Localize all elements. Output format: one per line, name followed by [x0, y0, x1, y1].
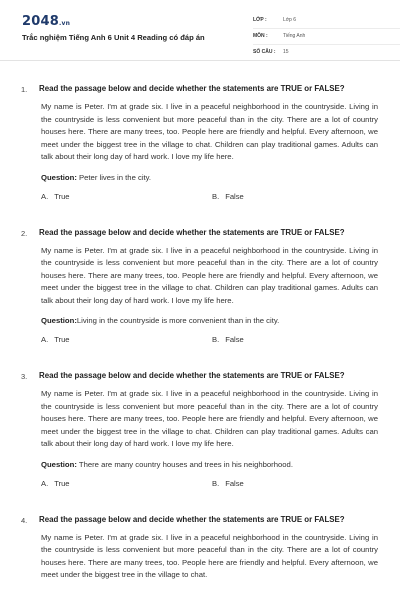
option-b[interactable]	[212, 479, 244, 488]
question-label: Question:	[41, 459, 77, 469]
question-list	[0, 84, 400, 600]
question-number: 1.	[21, 85, 28, 94]
reading-passage: My name is Peter. I'm at grade six. I live in a peaceful neighborhood in the countryside. Living in the countryside is less convenient but more peaceful than in the city. There are a lot of country houses here. There are many trees, too. People here are friendly and helpful. Every afternoon, we meet under the biggest tree in the village to chat. Children can play traditional games. Adults can talk about their long day of hard work. I love my life here.	[41, 245, 378, 305]
question-statement	[41, 173, 378, 182]
option-letter: A.	[41, 335, 49, 344]
question-instruction: Read the passage below and decide whether the statements are TRUE or FALSE?	[39, 371, 345, 380]
meta-key: LỚP :	[253, 17, 267, 23]
option-text: True	[54, 335, 70, 344]
question-header	[0, 84, 400, 98]
option-text: True	[54, 191, 70, 201]
reading-passage: My name is Peter. I'm at grade six. I live in a peaceful neighborhood in the countryside. Living in the countryside is less convenient but more peaceful than in the city. There are a lot of country houses here. There are many trees, too. People here are friendly and helpful. Every afternoon, we meet under the biggest tree in the village to chat. Children can play traditional games. Adults can talk about their long day of hard work. I love my life here.	[41, 102, 378, 161]
option-letter: B.	[212, 335, 220, 344]
meta-row-class	[253, 13, 400, 29]
meta-row-subject	[253, 29, 400, 45]
answer-options	[0, 192, 400, 206]
meta-value: Lớp 6	[283, 17, 297, 23]
question-header	[0, 228, 400, 242]
option-letter: A.	[41, 191, 49, 201]
question-instruction: Read the passage below and decide whether the statements are TRUE or FALSE?	[39, 84, 345, 93]
option-letter: A.	[41, 478, 49, 488]
option-a[interactable]	[41, 192, 70, 201]
option-text: False	[225, 478, 244, 488]
page-header	[0, 0, 400, 61]
option-a[interactable]	[41, 335, 70, 344]
meta-key: SỐ CÂU :	[253, 49, 276, 55]
question-statement	[41, 460, 378, 469]
meta-table	[253, 0, 400, 55]
question-label: Question:	[41, 172, 77, 182]
reading-passage: My name is Peter. I'm at grade six. I live in a peaceful neighborhood in the countryside. Living in the countryside is less convenient but more peaceful than in the city. There are a lot of country houses here. There are many trees, too. People here are friendly and helpful. Every afternoon, we meet under the biggest tree in the village to chat. Children can play traditional games. Adults can talk about their long day of hard work. I love my life here.	[41, 389, 378, 448]
option-b[interactable]	[212, 335, 244, 344]
question-text: Peter lives in the city.	[76, 172, 152, 182]
site-logo[interactable]	[22, 14, 70, 29]
option-b[interactable]	[212, 192, 244, 201]
question-item	[0, 228, 400, 350]
question-item	[0, 84, 400, 206]
question-number: 3.	[21, 372, 28, 381]
question-instruction: Read the passage below and decide whether the statements are TRUE or FALSE?	[39, 514, 345, 524]
question-item	[0, 515, 400, 582]
option-letter: B.	[212, 478, 220, 488]
question-number: 2.	[21, 228, 28, 238]
meta-value: Tiếng Anh	[283, 33, 306, 39]
meta-value: 15	[283, 49, 289, 55]
option-text: False	[225, 191, 244, 201]
option-a[interactable]	[41, 479, 70, 488]
option-text: False	[225, 335, 244, 344]
logo-main: 2048	[22, 14, 59, 29]
option-letter: B.	[212, 191, 220, 201]
answer-options	[0, 335, 400, 349]
question-header	[0, 515, 400, 529]
answer-options	[0, 479, 400, 493]
question-statement	[41, 316, 378, 325]
page-title: Trắc nghiệm Tiếng Anh 6 Unit 4 Reading có đáp án	[22, 33, 205, 42]
option-text: True	[54, 478, 70, 488]
logo-suffix: .vn	[58, 20, 71, 27]
meta-key: MÔN :	[253, 33, 268, 39]
question-text: There are many country houses and trees in his neighborhood.	[76, 459, 293, 469]
question-instruction: Read the passage below and decide whether the statements are TRUE or FALSE?	[39, 227, 345, 237]
meta-row-count	[253, 45, 400, 60]
question-item	[0, 371, 400, 493]
question-number: 4.	[21, 515, 28, 525]
question-label: Question:	[41, 316, 77, 325]
question-text: Living in the countryside is more convenient than in the city.	[76, 316, 280, 325]
question-header	[0, 371, 400, 385]
reading-passage: My name is Peter. I'm at grade six. I live in a peaceful neighborhood in the countryside. Living in the countryside is less convenient but more peaceful than in the city. There are a lot of country houses here. There are many trees, too. People here are friendly and helpful. Every afternoon, we meet under the biggest tree in the village to chat.	[41, 532, 378, 579]
